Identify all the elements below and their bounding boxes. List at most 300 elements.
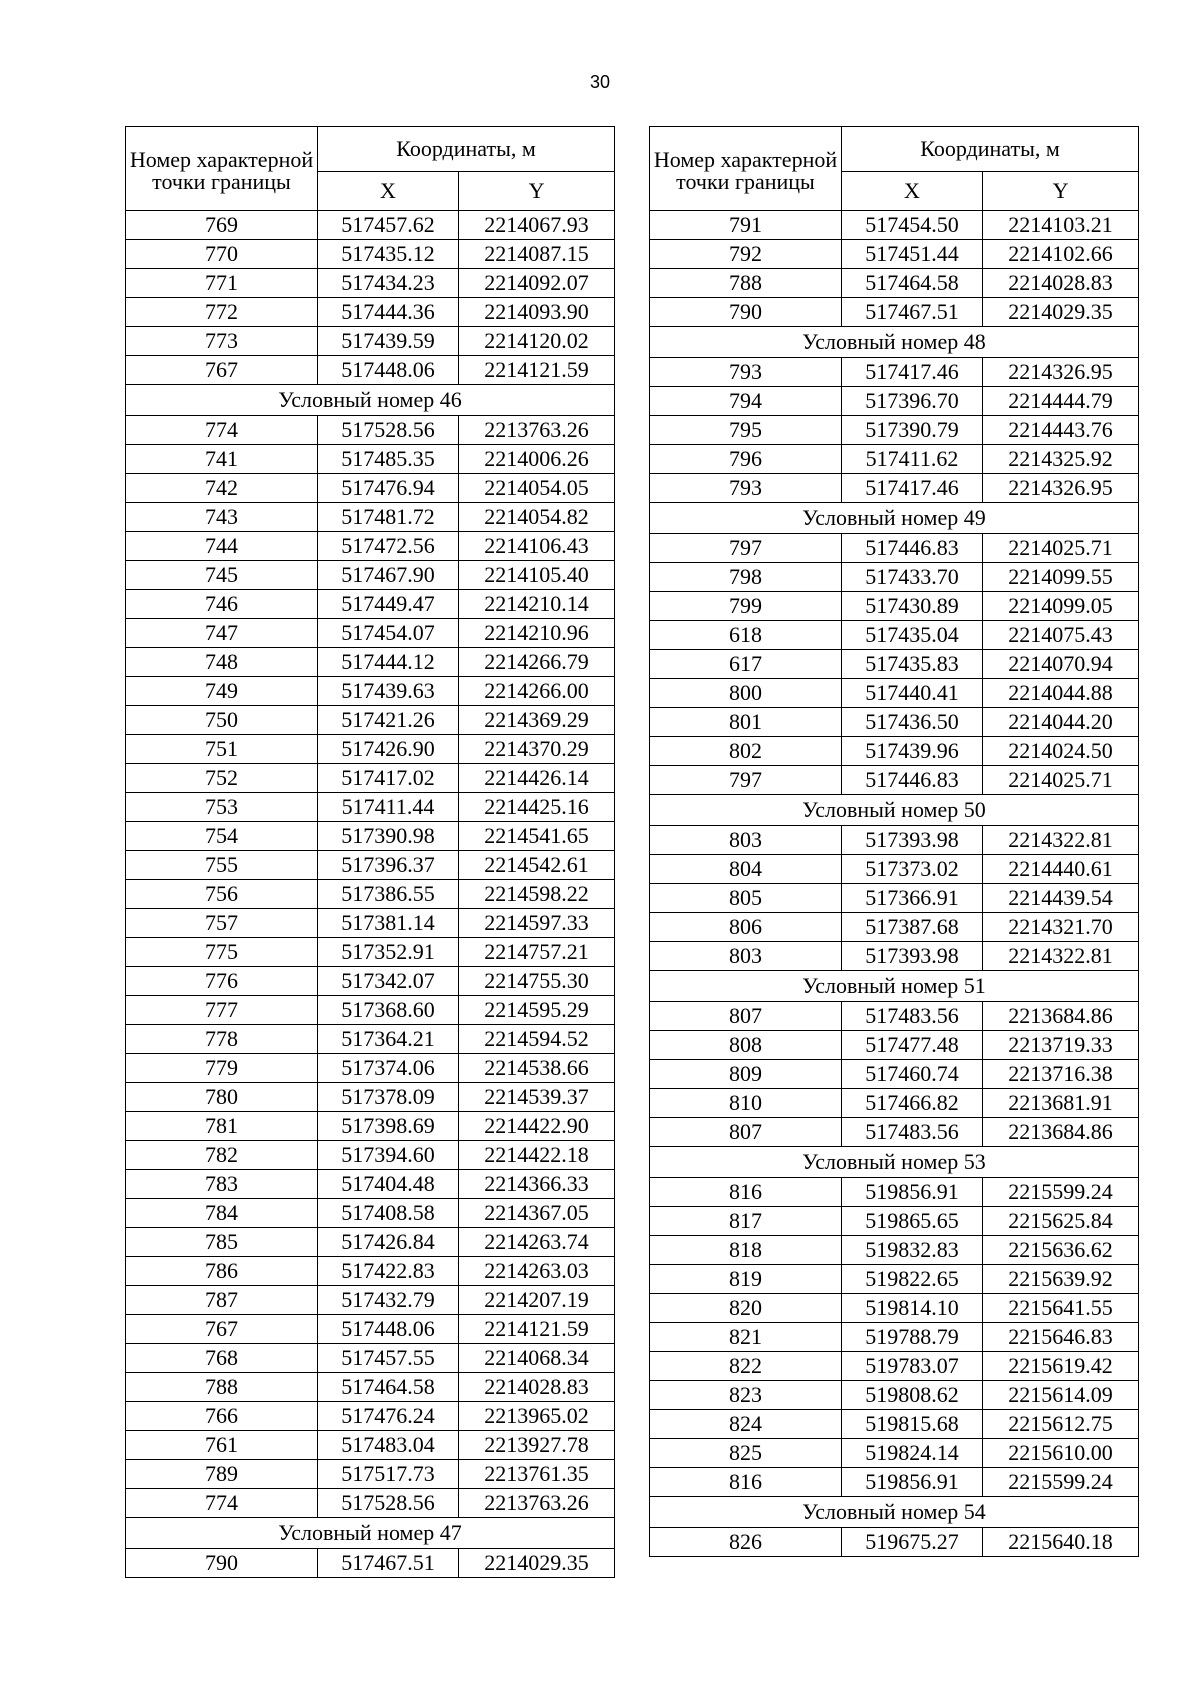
point-number-cell: 810 xyxy=(650,1089,842,1118)
x-coordinate-cell: 517483.56 xyxy=(842,1002,983,1031)
table-row xyxy=(650,1002,1139,1031)
table-row xyxy=(126,851,615,880)
y-coordinate-cell: 2214595.29 xyxy=(459,996,615,1025)
section-row xyxy=(650,327,1139,358)
x-coordinate-cell: 517390.98 xyxy=(318,822,459,851)
table-row xyxy=(126,648,615,677)
point-number-cell: 767 xyxy=(126,356,318,385)
table-row xyxy=(126,1549,615,1578)
table-row xyxy=(650,1207,1139,1236)
point-number-cell: 742 xyxy=(126,474,318,503)
x-coordinate-cell: 517483.04 xyxy=(318,1431,459,1460)
y-coordinate-cell: 2215610.00 xyxy=(983,1439,1139,1468)
y-coordinate-cell: 2213927.78 xyxy=(459,1431,615,1460)
table-row xyxy=(650,1468,1139,1497)
section-row xyxy=(650,795,1139,826)
point-number-cell: 790 xyxy=(650,298,842,327)
point-number-cell: 807 xyxy=(650,1118,842,1147)
table-row xyxy=(650,621,1139,650)
point-number-cell: 749 xyxy=(126,677,318,706)
point-number-cell: 748 xyxy=(126,648,318,677)
x-coordinate-cell: 517464.58 xyxy=(842,269,983,298)
table-row xyxy=(126,1025,615,1054)
y-coordinate-cell: 2214025.71 xyxy=(983,766,1139,795)
point-number-cell: 808 xyxy=(650,1031,842,1060)
table-row xyxy=(126,1460,615,1489)
y-coordinate-cell: 2214266.79 xyxy=(459,648,615,677)
point-number-cell: 618 xyxy=(650,621,842,650)
y-coordinate-cell: 2214369.29 xyxy=(459,706,615,735)
point-number-cell: 750 xyxy=(126,706,318,735)
y-coordinate-cell: 2214068.34 xyxy=(459,1344,615,1373)
x-coordinate-cell: 519815.68 xyxy=(842,1410,983,1439)
point-number-cell: 791 xyxy=(650,211,842,240)
point-number-cell: 793 xyxy=(650,474,842,503)
y-coordinate-cell: 2215612.75 xyxy=(983,1410,1139,1439)
table-row xyxy=(650,1060,1139,1089)
y-coordinate-cell: 2214439.54 xyxy=(983,884,1139,913)
point-number-cell: 743 xyxy=(126,503,318,532)
point-number-cell: 826 xyxy=(650,1528,842,1557)
point-number-cell: 767 xyxy=(126,1315,318,1344)
table-row xyxy=(126,677,615,706)
point-number-cell: 790 xyxy=(126,1549,318,1578)
y-coordinate-cell: 2213763.26 xyxy=(459,416,615,445)
coordinates-table-left xyxy=(125,126,615,1578)
y-coordinate-cell: 2214370.29 xyxy=(459,735,615,764)
section-label: Условный номер 47 xyxy=(126,1518,615,1549)
x-coordinate-cell: 517457.55 xyxy=(318,1344,459,1373)
y-coordinate-cell: 2214067.93 xyxy=(459,211,615,240)
y-coordinate-cell: 2214426.14 xyxy=(459,764,615,793)
y-coordinate-cell: 2214422.90 xyxy=(459,1112,615,1141)
table-row xyxy=(650,474,1139,503)
section-row xyxy=(650,1147,1139,1178)
x-coordinate-cell: 517404.48 xyxy=(318,1170,459,1199)
table-row xyxy=(126,996,615,1025)
x-coordinate-cell: 517342.07 xyxy=(318,967,459,996)
y-coordinate-cell: 2214367.05 xyxy=(459,1199,615,1228)
point-number-cell: 822 xyxy=(650,1352,842,1381)
x-coordinate-cell: 517481.72 xyxy=(318,503,459,532)
y-coordinate-cell: 2214322.81 xyxy=(983,942,1139,971)
y-coordinate-cell: 2215636.62 xyxy=(983,1236,1139,1265)
x-coordinate-cell: 519856.91 xyxy=(842,1178,983,1207)
x-coordinate-cell: 517440.41 xyxy=(842,679,983,708)
x-coordinate-cell: 519788.79 xyxy=(842,1323,983,1352)
point-number-cell: 824 xyxy=(650,1410,842,1439)
table-row xyxy=(650,1031,1139,1060)
table-row xyxy=(126,706,615,735)
header-y: Y xyxy=(983,172,1139,211)
y-coordinate-cell: 2213761.35 xyxy=(459,1460,615,1489)
table-row xyxy=(650,766,1139,795)
header-coordinates: Координаты, м xyxy=(842,127,1139,172)
x-coordinate-cell: 517464.58 xyxy=(318,1373,459,1402)
y-coordinate-cell: 2214075.43 xyxy=(983,621,1139,650)
x-coordinate-cell: 517483.56 xyxy=(842,1118,983,1147)
section-row xyxy=(650,1497,1139,1528)
table-row xyxy=(650,445,1139,474)
section-label: Условный номер 50 xyxy=(650,795,1139,826)
x-coordinate-cell: 517448.06 xyxy=(318,1315,459,1344)
table-row xyxy=(126,822,615,851)
y-coordinate-cell: 2214210.14 xyxy=(459,590,615,619)
x-coordinate-cell: 517368.60 xyxy=(318,996,459,1025)
table-row xyxy=(650,855,1139,884)
table-row xyxy=(126,1431,615,1460)
y-coordinate-cell: 2214025.71 xyxy=(983,534,1139,563)
y-coordinate-cell: 2214325.92 xyxy=(983,445,1139,474)
y-coordinate-cell: 2213716.38 xyxy=(983,1060,1139,1089)
x-coordinate-cell: 517467.51 xyxy=(842,298,983,327)
table-row xyxy=(650,416,1139,445)
x-coordinate-cell: 517528.56 xyxy=(318,1489,459,1518)
table-row xyxy=(650,884,1139,913)
point-number-cell: 825 xyxy=(650,1439,842,1468)
x-coordinate-cell: 517477.48 xyxy=(842,1031,983,1060)
x-coordinate-cell: 517435.12 xyxy=(318,240,459,269)
x-coordinate-cell: 517451.44 xyxy=(842,240,983,269)
x-coordinate-cell: 519832.83 xyxy=(842,1236,983,1265)
y-coordinate-cell: 2214263.74 xyxy=(459,1228,615,1257)
x-coordinate-cell: 517393.98 xyxy=(842,826,983,855)
x-coordinate-cell: 517417.46 xyxy=(842,474,983,503)
x-coordinate-cell: 517485.35 xyxy=(318,445,459,474)
y-coordinate-cell: 2214263.03 xyxy=(459,1257,615,1286)
point-number-cell: 784 xyxy=(126,1199,318,1228)
point-number-cell: 797 xyxy=(650,534,842,563)
table-row xyxy=(650,708,1139,737)
point-number-cell: 755 xyxy=(126,851,318,880)
x-coordinate-cell: 517435.83 xyxy=(842,650,983,679)
point-number-cell: 797 xyxy=(650,766,842,795)
table-row xyxy=(126,735,615,764)
point-number-cell: 766 xyxy=(126,1402,318,1431)
table-row xyxy=(650,826,1139,855)
table-row xyxy=(126,532,615,561)
x-coordinate-cell: 517434.23 xyxy=(318,269,459,298)
point-number-cell: 768 xyxy=(126,1344,318,1373)
y-coordinate-cell: 2214597.33 xyxy=(459,909,615,938)
x-coordinate-cell: 519865.65 xyxy=(842,1207,983,1236)
y-coordinate-cell: 2214322.81 xyxy=(983,826,1139,855)
section-row xyxy=(126,1518,615,1549)
y-coordinate-cell: 2215640.18 xyxy=(983,1528,1139,1557)
x-coordinate-cell: 517408.58 xyxy=(318,1199,459,1228)
point-number-cell: 769 xyxy=(126,211,318,240)
table-row xyxy=(650,1323,1139,1352)
point-number-cell: 821 xyxy=(650,1323,842,1352)
table-row xyxy=(126,909,615,938)
table-row xyxy=(650,269,1139,298)
y-coordinate-cell: 2214321.70 xyxy=(983,913,1139,942)
table-row xyxy=(126,1170,615,1199)
table-row xyxy=(126,1141,615,1170)
x-coordinate-cell: 517467.90 xyxy=(318,561,459,590)
y-coordinate-cell: 2213684.86 xyxy=(983,1118,1139,1147)
point-number-cell: 747 xyxy=(126,619,318,648)
y-coordinate-cell: 2215619.42 xyxy=(983,1352,1139,1381)
x-coordinate-cell: 517421.26 xyxy=(318,706,459,735)
section-label: Условный номер 49 xyxy=(650,503,1139,534)
y-coordinate-cell: 2213965.02 xyxy=(459,1402,615,1431)
section-label: Условный номер 46 xyxy=(126,385,615,416)
x-coordinate-cell: 517396.70 xyxy=(842,387,983,416)
point-number-cell: 789 xyxy=(126,1460,318,1489)
x-coordinate-cell: 517439.96 xyxy=(842,737,983,766)
table-row xyxy=(650,737,1139,766)
x-coordinate-cell: 517411.62 xyxy=(842,445,983,474)
table-row xyxy=(126,1402,615,1431)
table-row xyxy=(650,358,1139,387)
point-number-cell: 798 xyxy=(650,563,842,592)
x-coordinate-cell: 517439.63 xyxy=(318,677,459,706)
y-coordinate-cell: 2215599.24 xyxy=(983,1178,1139,1207)
table-row xyxy=(126,1315,615,1344)
y-coordinate-cell: 2214044.20 xyxy=(983,708,1139,737)
header-coordinates: Координаты, м xyxy=(318,127,615,172)
point-number-cell: 774 xyxy=(126,1489,318,1518)
point-number-cell: 786 xyxy=(126,1257,318,1286)
y-coordinate-cell: 2214443.76 xyxy=(983,416,1139,445)
x-coordinate-cell: 519675.27 xyxy=(842,1528,983,1557)
x-coordinate-cell: 517373.02 xyxy=(842,855,983,884)
y-coordinate-cell: 2214024.50 xyxy=(983,737,1139,766)
point-number-cell: 780 xyxy=(126,1083,318,1112)
x-coordinate-cell: 517476.24 xyxy=(318,1402,459,1431)
y-coordinate-cell: 2214044.88 xyxy=(983,679,1139,708)
y-coordinate-cell: 2214538.66 xyxy=(459,1054,615,1083)
x-coordinate-cell: 517448.06 xyxy=(318,356,459,385)
point-number-cell: 801 xyxy=(650,708,842,737)
header-x: X xyxy=(842,172,983,211)
point-number-cell: 783 xyxy=(126,1170,318,1199)
y-coordinate-cell: 2215614.09 xyxy=(983,1381,1139,1410)
section-label: Условный номер 48 xyxy=(650,327,1139,358)
table-row xyxy=(126,1054,615,1083)
table-row xyxy=(650,211,1139,240)
table-row xyxy=(650,1294,1139,1323)
table-row xyxy=(650,1236,1139,1265)
y-coordinate-cell: 2214092.07 xyxy=(459,269,615,298)
table-row xyxy=(650,1439,1139,1468)
point-number-cell: 756 xyxy=(126,880,318,909)
x-coordinate-cell: 517417.02 xyxy=(318,764,459,793)
table-row xyxy=(650,1352,1139,1381)
point-number-cell: 757 xyxy=(126,909,318,938)
point-number-cell: 782 xyxy=(126,1141,318,1170)
y-coordinate-cell: 2214029.35 xyxy=(459,1549,615,1578)
table-row xyxy=(126,1344,615,1373)
table-row xyxy=(650,387,1139,416)
table-row xyxy=(126,211,615,240)
y-coordinate-cell: 2214422.18 xyxy=(459,1141,615,1170)
x-coordinate-cell: 517454.07 xyxy=(318,619,459,648)
section-row xyxy=(126,385,615,416)
table-row xyxy=(126,967,615,996)
section-row xyxy=(650,971,1139,1002)
x-coordinate-cell: 517432.79 xyxy=(318,1286,459,1315)
x-coordinate-cell: 519814.10 xyxy=(842,1294,983,1323)
y-coordinate-cell: 2214099.05 xyxy=(983,592,1139,621)
y-coordinate-cell: 2214093.90 xyxy=(459,298,615,327)
header-x: X xyxy=(318,172,459,211)
point-number-cell: 761 xyxy=(126,1431,318,1460)
point-number-cell: 770 xyxy=(126,240,318,269)
point-number-cell: 751 xyxy=(126,735,318,764)
x-coordinate-cell: 517396.37 xyxy=(318,851,459,880)
x-coordinate-cell: 517449.47 xyxy=(318,590,459,619)
table-row xyxy=(650,534,1139,563)
point-number-cell: 771 xyxy=(126,269,318,298)
x-coordinate-cell: 517444.36 xyxy=(318,298,459,327)
point-number-cell: 802 xyxy=(650,737,842,766)
x-coordinate-cell: 517364.21 xyxy=(318,1025,459,1054)
point-number-cell: 807 xyxy=(650,1002,842,1031)
y-coordinate-cell: 2215646.83 xyxy=(983,1323,1139,1352)
point-number-cell: 823 xyxy=(650,1381,842,1410)
section-label: Условный номер 54 xyxy=(650,1497,1139,1528)
table-row xyxy=(126,590,615,619)
table-row xyxy=(650,650,1139,679)
x-coordinate-cell: 517398.69 xyxy=(318,1112,459,1141)
point-number-cell: 774 xyxy=(126,416,318,445)
y-coordinate-cell: 2214121.59 xyxy=(459,1315,615,1344)
point-number-cell: 794 xyxy=(650,387,842,416)
x-coordinate-cell: 517387.68 xyxy=(842,913,983,942)
point-number-cell: 775 xyxy=(126,938,318,967)
x-coordinate-cell: 517417.46 xyxy=(842,358,983,387)
table-row xyxy=(650,913,1139,942)
point-number-cell: 803 xyxy=(650,942,842,971)
point-number-cell: 778 xyxy=(126,1025,318,1054)
point-number-cell: 817 xyxy=(650,1207,842,1236)
x-coordinate-cell: 517393.98 xyxy=(842,942,983,971)
point-number-cell: 617 xyxy=(650,650,842,679)
x-coordinate-cell: 517366.91 xyxy=(842,884,983,913)
table-row xyxy=(650,240,1139,269)
x-coordinate-cell: 519808.62 xyxy=(842,1381,983,1410)
x-coordinate-cell: 517446.83 xyxy=(842,534,983,563)
y-coordinate-cell: 2214120.02 xyxy=(459,327,615,356)
point-number-cell: 800 xyxy=(650,679,842,708)
point-number-cell: 776 xyxy=(126,967,318,996)
point-number-cell: 795 xyxy=(650,416,842,445)
y-coordinate-cell: 2214594.52 xyxy=(459,1025,615,1054)
point-number-cell: 777 xyxy=(126,996,318,1025)
point-number-cell: 772 xyxy=(126,298,318,327)
y-coordinate-cell: 2214326.95 xyxy=(983,358,1139,387)
y-coordinate-cell: 2214542.61 xyxy=(459,851,615,880)
header-point-number: Номер характерной точки границы xyxy=(126,127,318,211)
table-row xyxy=(126,503,615,532)
header-y: Y xyxy=(459,172,615,211)
table-row xyxy=(126,1286,615,1315)
point-number-cell: 788 xyxy=(650,269,842,298)
table-row xyxy=(650,1118,1139,1147)
point-number-cell: 806 xyxy=(650,913,842,942)
y-coordinate-cell: 2213684.86 xyxy=(983,1002,1139,1031)
table-row xyxy=(650,1089,1139,1118)
y-coordinate-cell: 2214054.05 xyxy=(459,474,615,503)
y-coordinate-cell: 2215639.92 xyxy=(983,1265,1139,1294)
point-number-cell: 816 xyxy=(650,1178,842,1207)
table-row xyxy=(126,1112,615,1141)
x-coordinate-cell: 519856.91 xyxy=(842,1468,983,1497)
coordinates-table-right xyxy=(649,126,1139,1557)
point-number-cell: 773 xyxy=(126,327,318,356)
table-row xyxy=(126,474,615,503)
table-row xyxy=(650,1381,1139,1410)
table-row xyxy=(126,240,615,269)
y-coordinate-cell: 2214539.37 xyxy=(459,1083,615,1112)
point-number-cell: 799 xyxy=(650,592,842,621)
x-coordinate-cell: 517435.04 xyxy=(842,621,983,650)
y-coordinate-cell: 2214541.65 xyxy=(459,822,615,851)
y-coordinate-cell: 2214028.83 xyxy=(983,269,1139,298)
table-row xyxy=(126,269,615,298)
x-coordinate-cell: 517476.94 xyxy=(318,474,459,503)
table-row xyxy=(126,938,615,967)
y-coordinate-cell: 2214099.55 xyxy=(983,563,1139,592)
y-coordinate-cell: 2214598.22 xyxy=(459,880,615,909)
x-coordinate-cell: 517457.62 xyxy=(318,211,459,240)
y-coordinate-cell: 2214087.15 xyxy=(459,240,615,269)
x-coordinate-cell: 517436.50 xyxy=(842,708,983,737)
table-row xyxy=(126,880,615,909)
y-coordinate-cell: 2214028.83 xyxy=(459,1373,615,1402)
point-number-cell: 787 xyxy=(126,1286,318,1315)
y-coordinate-cell: 2214105.40 xyxy=(459,561,615,590)
point-number-cell: 804 xyxy=(650,855,842,884)
point-number-cell: 816 xyxy=(650,1468,842,1497)
point-number-cell: 741 xyxy=(126,445,318,474)
table-body-right xyxy=(650,211,1139,1557)
y-coordinate-cell: 2215625.84 xyxy=(983,1207,1139,1236)
y-coordinate-cell: 2214444.79 xyxy=(983,387,1139,416)
x-coordinate-cell: 517381.14 xyxy=(318,909,459,938)
x-coordinate-cell: 517444.12 xyxy=(318,648,459,677)
y-coordinate-cell: 2213719.33 xyxy=(983,1031,1139,1060)
x-coordinate-cell: 517528.56 xyxy=(318,416,459,445)
point-number-cell: 796 xyxy=(650,445,842,474)
x-coordinate-cell: 517517.73 xyxy=(318,1460,459,1489)
table-row xyxy=(126,1083,615,1112)
table-row xyxy=(126,1373,615,1402)
y-coordinate-cell: 2214757.21 xyxy=(459,938,615,967)
section-row xyxy=(650,503,1139,534)
table-body-left xyxy=(126,211,615,1578)
x-coordinate-cell: 517433.70 xyxy=(842,563,983,592)
y-coordinate-cell: 2214006.26 xyxy=(459,445,615,474)
table-row xyxy=(126,561,615,590)
table-row xyxy=(126,1199,615,1228)
x-coordinate-cell: 517430.89 xyxy=(842,592,983,621)
table-row xyxy=(650,1528,1139,1557)
point-number-cell: 746 xyxy=(126,590,318,619)
table-row xyxy=(126,445,615,474)
y-coordinate-cell: 2213681.91 xyxy=(983,1089,1139,1118)
y-coordinate-cell: 2214366.33 xyxy=(459,1170,615,1199)
point-number-cell: 805 xyxy=(650,884,842,913)
x-coordinate-cell: 517426.90 xyxy=(318,735,459,764)
point-number-cell: 792 xyxy=(650,240,842,269)
y-coordinate-cell: 2214207.19 xyxy=(459,1286,615,1315)
y-coordinate-cell: 2214210.96 xyxy=(459,619,615,648)
x-coordinate-cell: 517374.06 xyxy=(318,1054,459,1083)
x-coordinate-cell: 517439.59 xyxy=(318,327,459,356)
